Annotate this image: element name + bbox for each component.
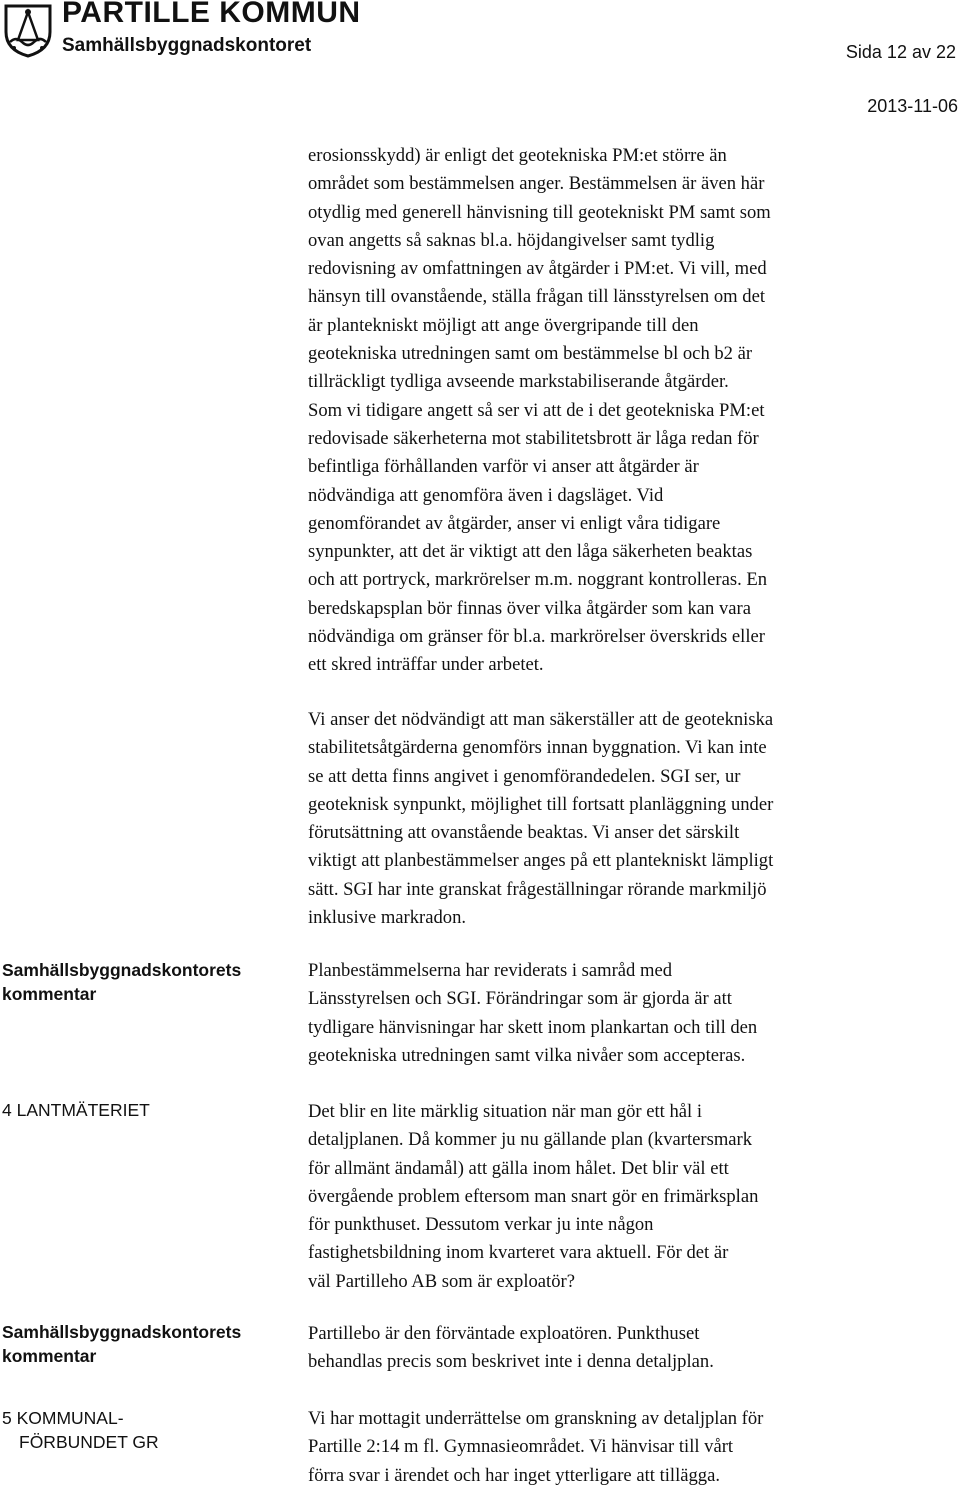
- text-line: erosionsskydd) är enligt det geotekniska PM:et större än: [308, 145, 727, 166]
- text-line: befintliga förhållanden varför vi anser att åtgärder är: [308, 456, 699, 478]
- text-line: ett skred inträffar under arbetet.: [308, 654, 544, 676]
- text-line: nödvändiga att genomföra även i dagsläget. Vid: [308, 484, 664, 506]
- org-name: PARTILLE KOMMUN: [62, 0, 361, 29]
- sidebar-label: 5 KOMMUNAL-: [2, 1408, 124, 1428]
- text-line: hänsyn till ovanstående, ställa frågan till länsstyrelsen om det: [308, 286, 765, 308]
- text-line: inklusive markradon.: [308, 907, 467, 929]
- document-date: 2013-11-06: [867, 96, 958, 116]
- text-line: förutsättning att ovanstående beaktas. Vi anser det särskilt: [308, 822, 740, 844]
- text-line: är plantekniskt möjligt att ange övergripande till den: [308, 314, 699, 336]
- page-number: Sida 12 av 22: [845, 42, 956, 62]
- text-line: området som bestämmelsen anger. Bestämmelsen är även här: [308, 173, 765, 195]
- sidebar-label: Samhällsbyggnadskontorets: [2, 1322, 242, 1342]
- sidebar-label: kommentar: [2, 984, 97, 1004]
- text-line: fastighetsbildning inom kvarteret vara aktuell. För det är: [308, 1242, 729, 1264]
- text-line: Det blir en lite märklig situation när man gör ett hål i: [308, 1101, 702, 1122]
- text-line: redovisning av omfattningen av åtgärder i PM:et. Vi vill, med: [308, 258, 767, 280]
- text-line: för allmänt ändamål) att gälla inom hålet. Det blir väl ett: [308, 1157, 729, 1179]
- text-line: synpunkter, att det är viktigt att den låga säkerheten beaktas: [308, 541, 753, 563]
- section-heading-lantmateriet: [2, 1098, 150, 1122]
- text-line: Planbestämmelserna har reviderats i samråd med: [308, 960, 672, 981]
- text-line: Vi har mottagit underrättelse om granskning av detaljplan för: [308, 1408, 764, 1429]
- sidebar-comment-heading: [2, 1320, 241, 1368]
- text-line: otydlig med generell hänvisning till geotekniskt PM samt som: [308, 201, 771, 223]
- text-line: Länsstyrelsen och SGI. Förändringar som är gjorda är att: [308, 988, 732, 1010]
- body-paragraph-kommunalforbundet: [308, 1405, 958, 1490]
- text-line: se att detta finns angivet i genomförandedelen. SGI ser, ur: [308, 765, 741, 787]
- coat-of-arms-icon: [2, 2, 54, 58]
- text-line: redovisade säkerheterna mot stabilitetsbrott är låga redan för: [308, 427, 759, 449]
- text-line: geotekniska utredningen samt vilka nivåer som accepteras.: [308, 1044, 746, 1066]
- body-paragraph-comment-1: [308, 957, 958, 1070]
- sidebar-label: 4 LANTMÄTERIET: [2, 1100, 150, 1120]
- text-line: Partillebo är den förväntade exploatören. Punkthuset: [308, 1323, 700, 1344]
- text-line: beredskapsplan bör finnas över vilka åtgärder som kan vara: [308, 597, 751, 619]
- sidebar-label: kommentar: [2, 1346, 97, 1366]
- text-line: Som vi tidigare angett så ser vi att de i det geotekniska PM:et: [308, 399, 765, 421]
- body-paragraph-sgi-geotechnics: [308, 142, 958, 680]
- text-line: tydligare hänvisningar har skett inom plankartan och till den: [308, 1016, 758, 1038]
- text-line: förra svar i ärendet och har inget ytterligare att tillägga.: [308, 1464, 720, 1486]
- sidebar-label: FÖRBUNDET GR: [19, 1432, 159, 1452]
- text-line: geoteknisk synpunkt, möjlighet till fortsatt planläggning under: [308, 793, 774, 815]
- text-line: detaljplanen. Då kommer ju nu gällande plan (kvartersmark: [308, 1129, 753, 1151]
- text-line: Vi anser det nödvändigt att man säkerställer att de geotekniska: [308, 709, 774, 730]
- text-line: för punkthuset. Dessutom verkar ju inte någon: [308, 1214, 654, 1236]
- body-paragraph-lantmateriet: [308, 1098, 958, 1296]
- section-heading-kommunalforbundet: [2, 1406, 159, 1454]
- text-line: sätt. SGI har inte granskat frågeställningar rörande markmiljö: [308, 878, 767, 900]
- org-unit: Samhällsbyggnadskontoret: [62, 35, 312, 56]
- text-line: stabilitetsåtgärderna genomförs innan byggnation. Vi kan inte: [308, 737, 767, 759]
- header-logo: [0, 0, 400, 62]
- text-line: nödvändiga om gränser för bl.a. markrörelser överskrids eller: [308, 626, 765, 648]
- text-line: genomförandet av åtgärder, anser vi enligt våra tidigare: [308, 512, 721, 534]
- text-line: tillräckligt tydliga avseende markstabiliserande åtgärder.: [308, 371, 729, 393]
- text-line: behandlas precis som beskrivet inte i denna detaljplan.: [308, 1351, 714, 1373]
- body-paragraph-sgi-conclusion: [308, 706, 958, 932]
- text-line: viktigt att planbestämmelser anges på ett plantekniskt lämpligt: [308, 850, 774, 872]
- text-line: väl Partilleho AB som är exploatör?: [308, 1270, 575, 1292]
- sidebar-comment-heading: [2, 958, 241, 1006]
- text-line: ovan angetts så saknas bl.a. höjdangivelser samt tydlig: [308, 229, 715, 251]
- text-line: och att portryck, markrörelser m.m. noggrant kontrolleras. En: [308, 569, 768, 591]
- body-paragraph-comment-2: [308, 1320, 958, 1377]
- sidebar-label: Samhällsbyggnadskontorets: [2, 960, 242, 980]
- text-line: Partille 2:14 m fl. Gymnasieområdet. Vi hänvisar till vårt: [308, 1436, 734, 1458]
- text-line: geotekniska utredningen samt om bestämmelse bl och b2 är: [308, 343, 753, 365]
- text-line: övergående problem eftersom man snart gör en frimärksplan: [308, 1185, 759, 1207]
